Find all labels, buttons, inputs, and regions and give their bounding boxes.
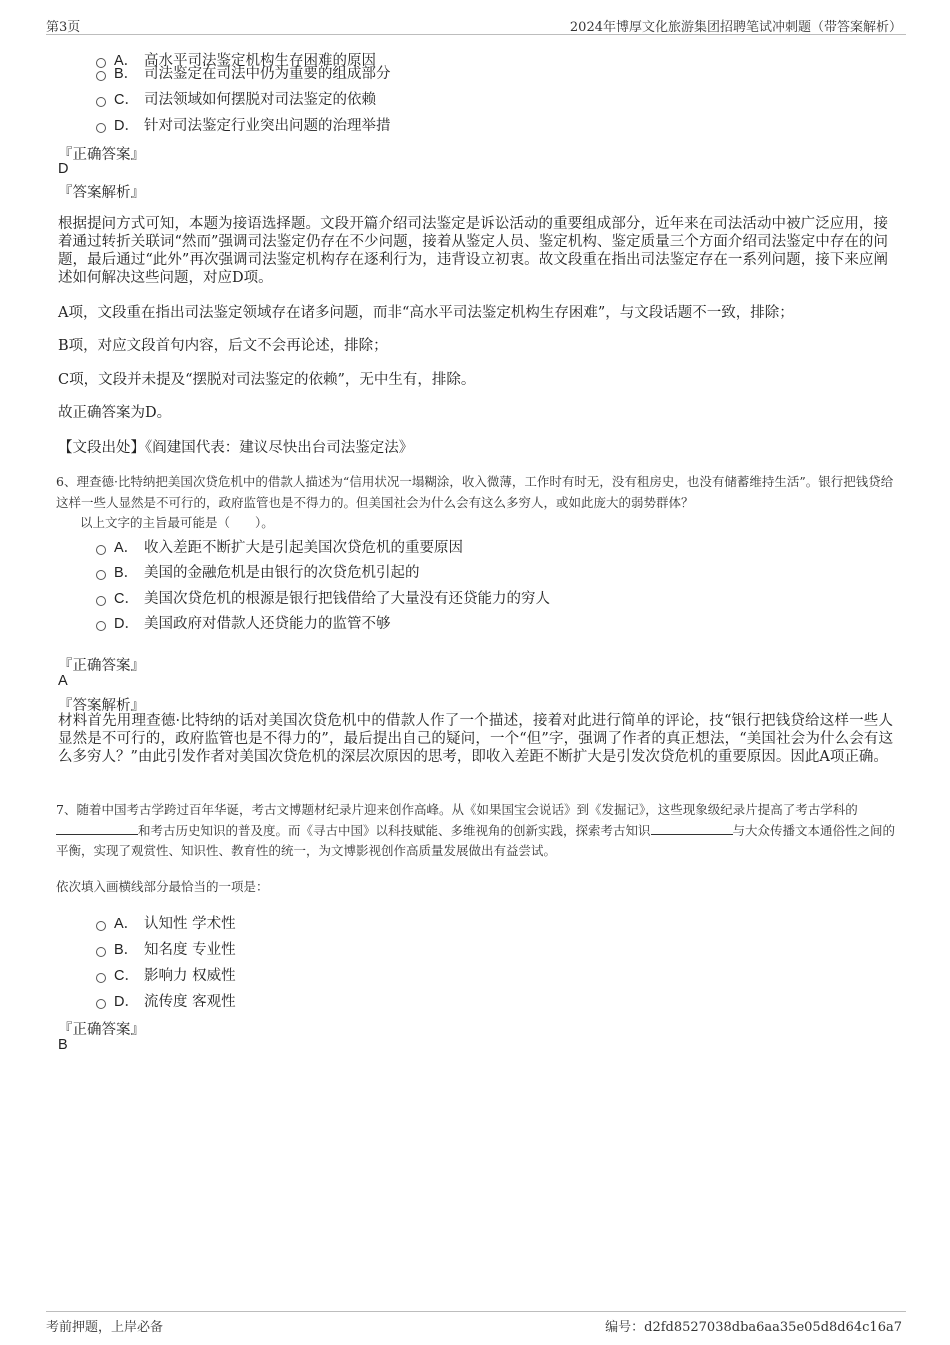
- q5-analysis-c: C项，文段并未提及“摆脱对司法鉴定的依赖”，无中生有，排除。: [58, 372, 476, 388]
- q5-analysis-paragraph: 根据提问方式可知，本题为接语选择题。文段开篇介绍司法鉴定是诉讼活动的重要组成部分，近年来在司法活动中被广泛应用，接着通过转折关联词“然而”强调司法鉴定仍存在不少问题，接着从鉴定人员、鉴定机构、鉴定质量三个方面介绍司法鉴定中存在的问题，最后通过“此外”再次强调司法鉴定机构存在逐利行为，违背设立初衷。故文段重在指出司法鉴定存在一系列问题，接下来应阐述如何解决这些问题，对应D项。: [58, 216, 888, 286]
- q7-option-a[interactable]: A． 认知性 学术性: [96, 912, 236, 934]
- radio-icon[interactable]: [96, 999, 106, 1009]
- footer-serial: 编号：d2fd8527038dba6aa35e05d8d64c16a7: [605, 1320, 902, 1335]
- q6-option-a[interactable]: A． 收入差距不断扩大是引起美国次贷危机的重要原因: [96, 536, 463, 558]
- q7-stem: 7、随着中国考古学跨过百年华诞，考古文博题材纪录片迎来创作高峰。从《如果国宝会说话》到《发掘记》，这些现象级纪录片提高了考古学科的和考古历史知识的普及度。而《寻古中国》以科技赋能、多维视角的创新实践，探索考古知识 与大众传播文本通俗性之间的平衡，实现了观赏性、知识性、教育性的统一，为文博影视创作高质量发展做出有益尝试。: [56, 802, 896, 858]
- footer-slogan: 考前押题，上岸必备: [46, 1320, 164, 1335]
- q5-answer: D: [58, 161, 69, 177]
- q7-option-b[interactable]: B． 知名度 专业性: [96, 938, 236, 960]
- q5-option-c[interactable]: C． 司法领域如何摆脱对司法鉴定的依赖: [96, 88, 376, 110]
- q6-option-d[interactable]: D． 美国政府对借款人还贷能力的监管不够: [96, 612, 391, 634]
- q5-answer-label: 『正确答案』: [58, 147, 145, 163]
- page-header: [46, 14, 906, 35]
- q5-source: 【文段出处】《阎建国代表：建议尽快出台司法鉴定法》: [58, 440, 414, 456]
- q6-stem: 6、理查德·比特纳把美国次贷危机中的借款人描述为“信用状况一塌糊涂，收入微薄，工作时有时无，没有租房史，也没有储蓄维持生活”。银行把钱贷给这样一些人显然是不可行的，政府监管也是不得力的。但美国社会为什么会有这么多穷人，或如此庞大的弱势群体？: [56, 474, 894, 510]
- q7-answer-label: 『正确答案』: [58, 1022, 145, 1038]
- q6-answer: A: [58, 673, 68, 689]
- q7-prompt: 依次填入画横线部分最恰当的一项是：: [56, 879, 269, 894]
- q6-answer-label: 『正确答案』: [58, 658, 145, 674]
- q5-analysis-label: 『答案解析』: [58, 185, 145, 201]
- radio-icon[interactable]: [96, 921, 106, 931]
- radio-icon[interactable]: [96, 123, 106, 133]
- radio-icon[interactable]: [96, 570, 106, 580]
- q7-answer: B: [58, 1037, 68, 1053]
- q7-option-d[interactable]: D． 流传度 客观性: [96, 990, 236, 1012]
- q6-analysis: 材料首先用理查德·比特纳的话对美国次贷危机中的借款人作了一个描述，接着对此进行简单的评论，技“银行把钱贷给这样一些人显然是不可行的，政府监管也是不得力的”，最后提出自己的疑问，一个“但”字，强调了作者的真正想法，“美国社会为什么会有这么多穷人？”由此引发作者对美国次贷危机的深层次原因的思考，即收入差距不断扩大是引发次贷危机的重要原因。因此A项正确。: [58, 713, 893, 765]
- q6-option-c[interactable]: C． 美国次贷危机的根源是银行把钱借给了大量没有还贷能力的穷人: [96, 587, 550, 609]
- q7-option-c[interactable]: C． 影响力 权威性: [96, 964, 236, 986]
- q5-analysis-conclusion: 故正确答案为D。: [58, 405, 172, 421]
- q5-analysis-b: B项，对应文段首句内容，后文不会再论述，排除；: [58, 338, 388, 354]
- radio-icon[interactable]: [96, 973, 106, 983]
- page-number: 第3页: [46, 20, 81, 35]
- radio-icon[interactable]: [96, 621, 106, 631]
- radio-icon[interactable]: [96, 596, 106, 606]
- page-footer: [46, 1311, 906, 1334]
- radio-icon[interactable]: [96, 947, 106, 957]
- q6-prompt: 以上文字的主旨最可能是（ ）。: [80, 515, 274, 530]
- q5-option-b[interactable]: B． 司法鉴定在司法中仍为重要的组成部分: [96, 62, 391, 84]
- q5-option-d[interactable]: D． 针对司法鉴定行业突出问题的治理举措: [96, 114, 391, 136]
- q7-blank-1: [56, 822, 138, 835]
- q5-option-a[interactable]: A． 高水平司法鉴定机构生存困难的原因: [96, 49, 376, 71]
- q6-analysis-label: 『答案解析』: [58, 698, 145, 714]
- radio-icon[interactable]: [96, 97, 106, 107]
- document-title: 2024年博厚文化旅游集团招聘笔试冲刺题（带答案解析）: [569, 20, 902, 35]
- q6-option-b[interactable]: B． 美国的金融危机是由银行的次贷危机引起的: [96, 561, 420, 583]
- radio-icon[interactable]: [96, 71, 106, 81]
- q7-blank-2: [651, 822, 733, 835]
- q5-analysis-a: A项，文段重在指出司法鉴定领域存在诸多问题，而非“高水平司法鉴定机构生存困难”，与文段话题不一致，排除；: [58, 305, 794, 321]
- radio-icon[interactable]: [96, 545, 106, 555]
